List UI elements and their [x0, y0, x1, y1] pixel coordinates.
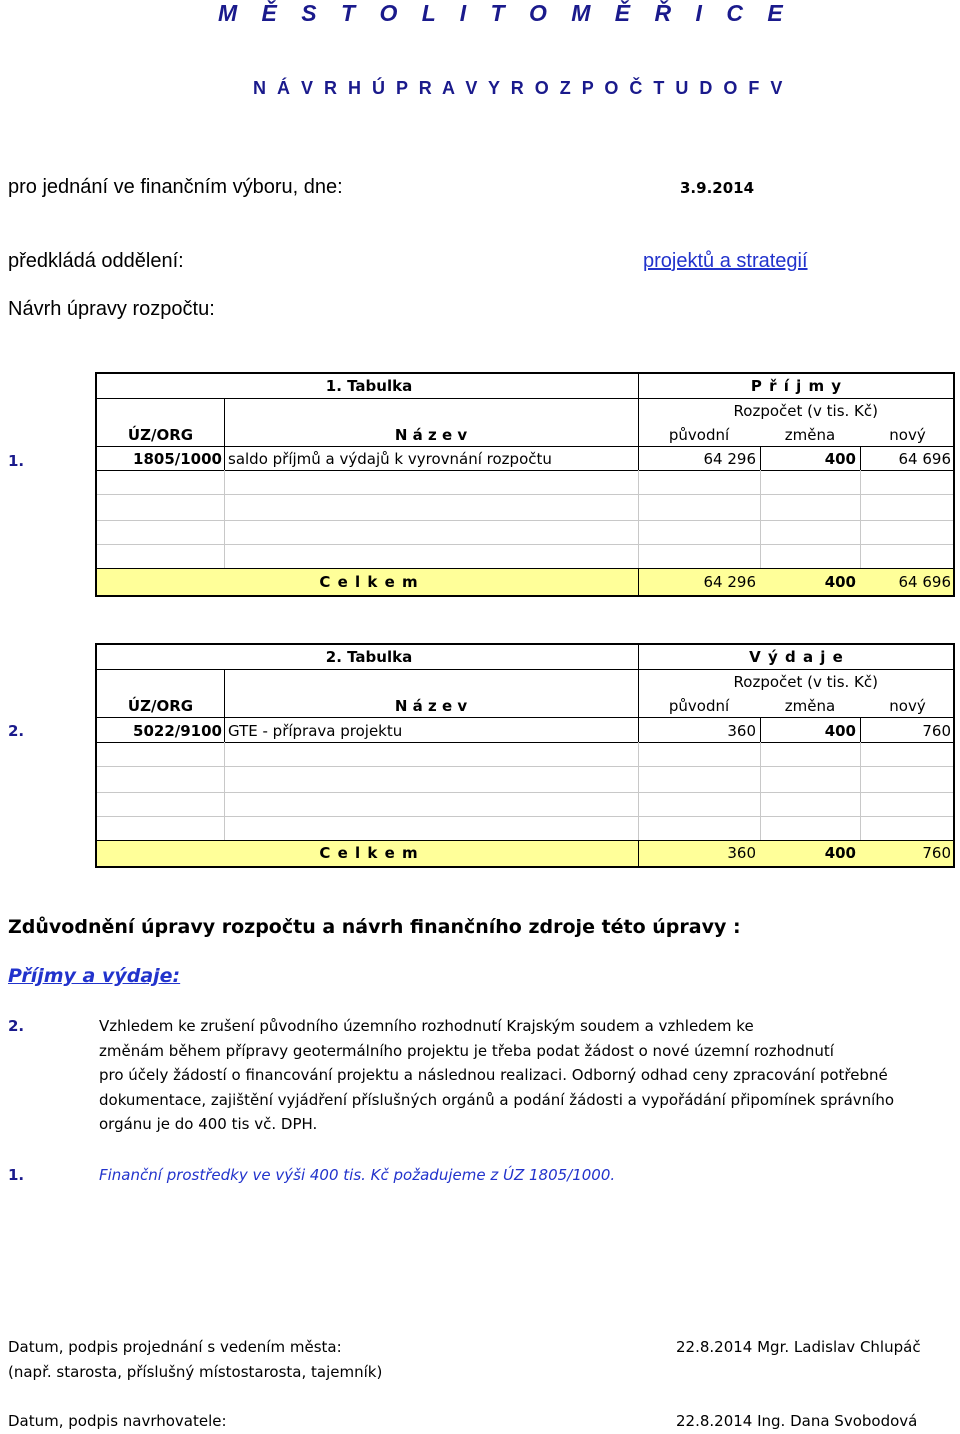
table1-type-header: P ř í j m y: [750, 377, 843, 395]
table2-col-name: N á z e v: [394, 697, 468, 715]
table2-budget-header: Rozpočet (v tis. Kč): [733, 673, 878, 691]
table1-col-name: N á z e v: [394, 426, 468, 444]
item1-text: Finanční prostředky ve výši 400 tis. Kč požadujeme z ÚZ 1805/1000.: [99, 1166, 616, 1184]
table1-total-change: 400: [824, 573, 856, 591]
document-title: M Ě S T O L I T O M Ě Ř I C E: [218, 0, 792, 26]
city-approval-value: 22.8.2014 Mgr. Ladislav Chlupáč: [676, 1338, 921, 1356]
table2-total-label: C e l k e m: [319, 844, 419, 862]
table1-col-orig: původní: [668, 426, 730, 444]
table1-total-new: 64 696: [898, 573, 951, 591]
item2-line: pro účely žádostí o financování projektu a následnou realizaci. Odborný odhad ceny zpracování potřebné: [99, 1066, 888, 1084]
table1-col-uz: ÚZ/ORG: [127, 426, 194, 444]
table2-row-name: GTE - příprava projektu: [228, 722, 403, 740]
justification-subheading: Příjmy a výdaje:: [8, 965, 181, 987]
table1-row-uz: 1805/1000: [133, 450, 222, 468]
table1-total-label: C e l k e m: [319, 573, 419, 591]
city-approval-label: Datum, podpis projednání s vedením města:: [8, 1338, 342, 1356]
table1-row-name: saldo příjmů a výdajů k vyrovnání rozpočtu: [228, 450, 552, 468]
table2-col-uz: ÚZ/ORG: [127, 697, 194, 715]
table2-row-orig: 360: [727, 722, 756, 740]
table2-total-new: 760: [922, 844, 951, 862]
item2-line: orgánu je do 400 tis vč. DPH.: [99, 1115, 318, 1133]
table2-total-change: 400: [824, 844, 856, 862]
proposer-value: 22.8.2014 Ing. Dana Svobodová: [676, 1412, 918, 1430]
item2-line: dokumentace, zajištění vyjádření příslušných orgánů a podání žádosti a vypořádání připomínek správního: [99, 1090, 895, 1109]
table1-col-new: nový: [889, 426, 926, 444]
table1-row-change: 400: [824, 450, 856, 468]
item2-number: 2.: [8, 1017, 25, 1035]
justification-heading: Zdůvodnění úpravy rozpočtu a návrh finančního zdroje této úpravy :: [8, 916, 741, 938]
table2-total-orig: 360: [727, 844, 756, 862]
proposal-label: Návrh úpravy rozpočtu:: [8, 298, 215, 320]
department-label: předkládá oddělení:: [8, 250, 184, 272]
meeting-label: pro jednání ve finančním výboru, dne:: [8, 176, 343, 198]
table1-caption: 1. Tabulka: [325, 377, 413, 395]
table2-col-orig: původní: [668, 697, 730, 715]
department-value: projektů a strategií: [643, 250, 808, 272]
table1-col-change: změna: [784, 426, 836, 444]
item2-text: [99, 1014, 949, 1137]
table2-row-new: 760: [922, 722, 951, 740]
table2-row-number: 2.: [8, 722, 25, 740]
table2-row-uz: 5022/9100: [133, 722, 222, 740]
document-subtitle: N Á V R H Ú P R A V Y R O Z P O Č T U D O F V: [253, 78, 786, 98]
table2-type-header: V ý d a j e: [749, 648, 844, 666]
table2-col-change: změna: [784, 697, 836, 715]
table1-row-number: 1.: [8, 452, 25, 470]
item2-line: Vzhledem ke zrušení původního územního rozhodnutí Krajským soudem a vzhledem ke: [99, 1017, 754, 1035]
table2-caption: 2. Tabulka: [325, 648, 413, 666]
table1-budget-header: Rozpočet (v tis. Kč): [733, 402, 878, 420]
item2-line: změnám během přípravy geotermálního projektu je třeba podat žádost o nové územní rozhodnutí: [99, 1041, 834, 1060]
table2-row-change: 400: [824, 722, 856, 740]
meeting-date: 3.9.2014: [680, 179, 755, 197]
city-approval-note: (např. starosta, příslušný místostarosta, tajemník): [8, 1363, 383, 1381]
table1-total-orig: 64 296: [703, 573, 756, 591]
item1-number: 1.: [8, 1166, 25, 1184]
table1-row-orig: 64 296: [703, 450, 756, 468]
proposer-label: Datum, podpis navrhovatele:: [8, 1412, 227, 1430]
table1-row-new: 64 696: [898, 450, 951, 468]
table2-col-new: nový: [889, 697, 926, 715]
